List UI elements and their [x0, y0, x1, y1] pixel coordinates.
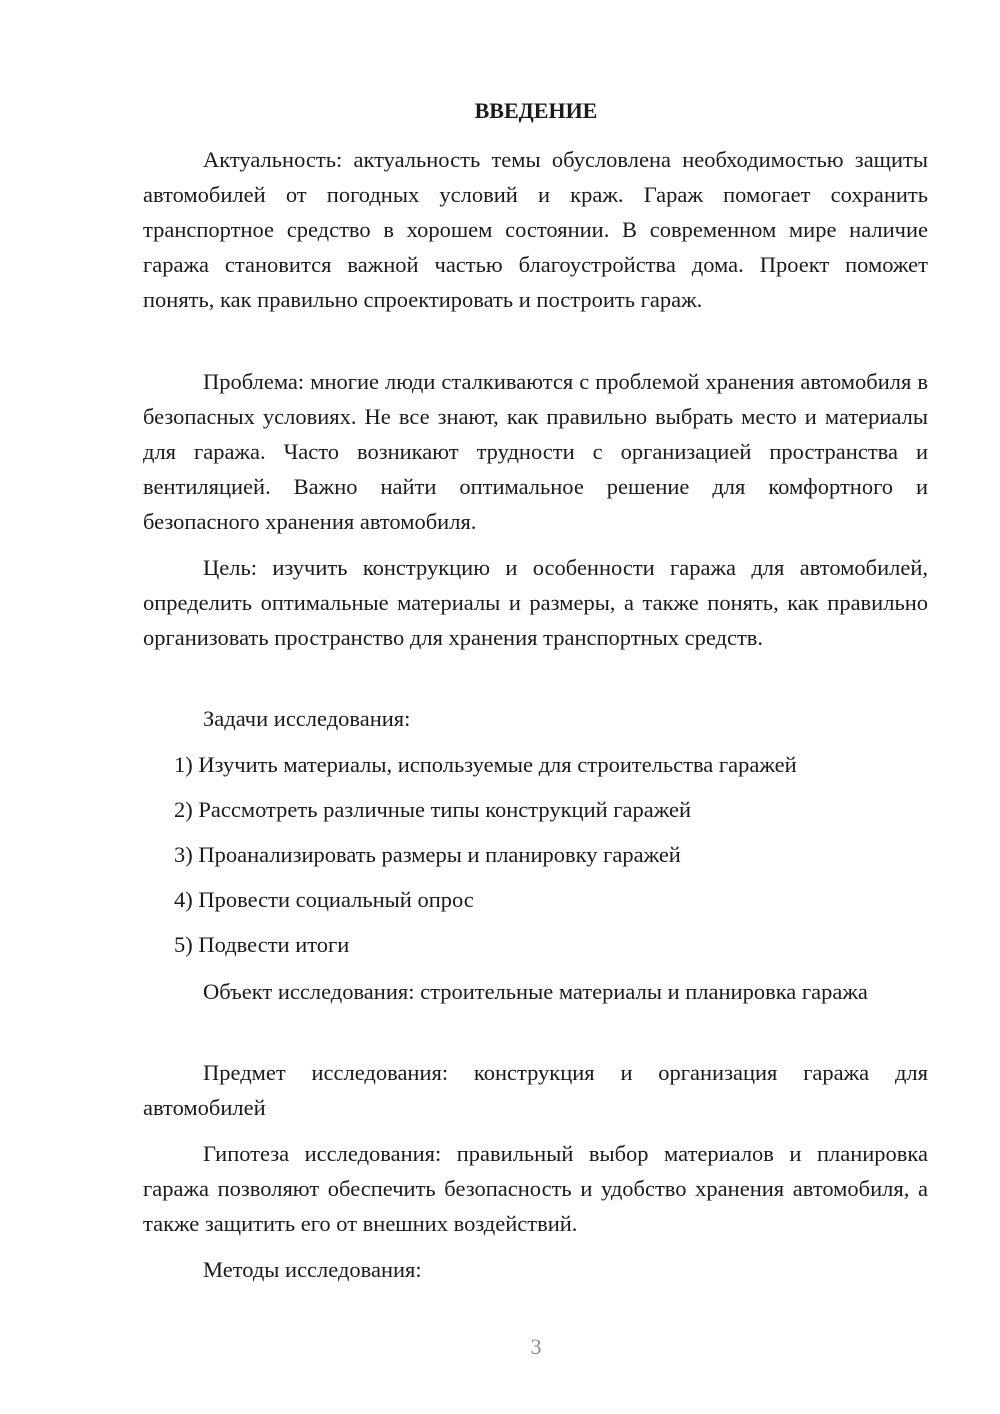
methods-heading: Методы исследования:	[203, 1257, 422, 1282]
list-item: 4) Провести социальный опрос	[174, 887, 474, 912]
page-title: ВВЕДЕНИЕ	[474, 98, 598, 123]
list-item: 2) Рассмотреть различные типы конструкций гаражей	[174, 797, 692, 822]
paragraph-goal: Цель: изучить конструкцию и особенности гаража для автомобилей, определить оптимальные материалы и размеры, а также понять, как правильно организовать пространство для хранения транспортных средств.	[143, 555, 928, 650]
page-number: 3	[530, 1334, 542, 1359]
paragraph-subject: Предмет исследования: конструкция и организация гаража для автомобилей	[143, 1060, 928, 1120]
list-item: 5) Подвести итоги	[174, 932, 350, 957]
list-item: 3) Проанализировать размеры и планировку гаражей	[174, 842, 681, 867]
tasks-heading: Задачи исследования:	[203, 706, 411, 731]
paragraph-hypothesis: Гипотеза исследования: правильный выбор материалов и планировка гаража позволяют обеспечить безопасность и удобство хранения автомобиля, а также защитить его от внешних воздействий.	[143, 1141, 928, 1236]
list-item: 1) Изучить материалы, используемые для строительства гаражей	[174, 752, 797, 777]
paragraph-problem: Проблема: многие люди сталкиваются с проблемой хранения автомобиля в безопасных условиях. Не все знают, как правильно выбрать место и материалы для гаража. Часто возникают трудности с организацией пространства и вентиляцией. Важно найти оптимальное решение для комфортного и безопасного хранения автомобиля.	[143, 369, 928, 534]
paragraph-relevance: Актуальность: актуальность темы обусловлена необходимостью защиты автомобилей от погодных условий и краж. Гараж помогает сохранить транспортное средство в хорошем состоянии. В современном мире наличие гаража становится важной частью благоустройства дома. Проект поможет понять, как правильно спроектировать и построить гараж.	[143, 147, 928, 312]
paragraph-object: Объект исследования: строительные материалы и планировка гаража	[203, 979, 868, 1004]
